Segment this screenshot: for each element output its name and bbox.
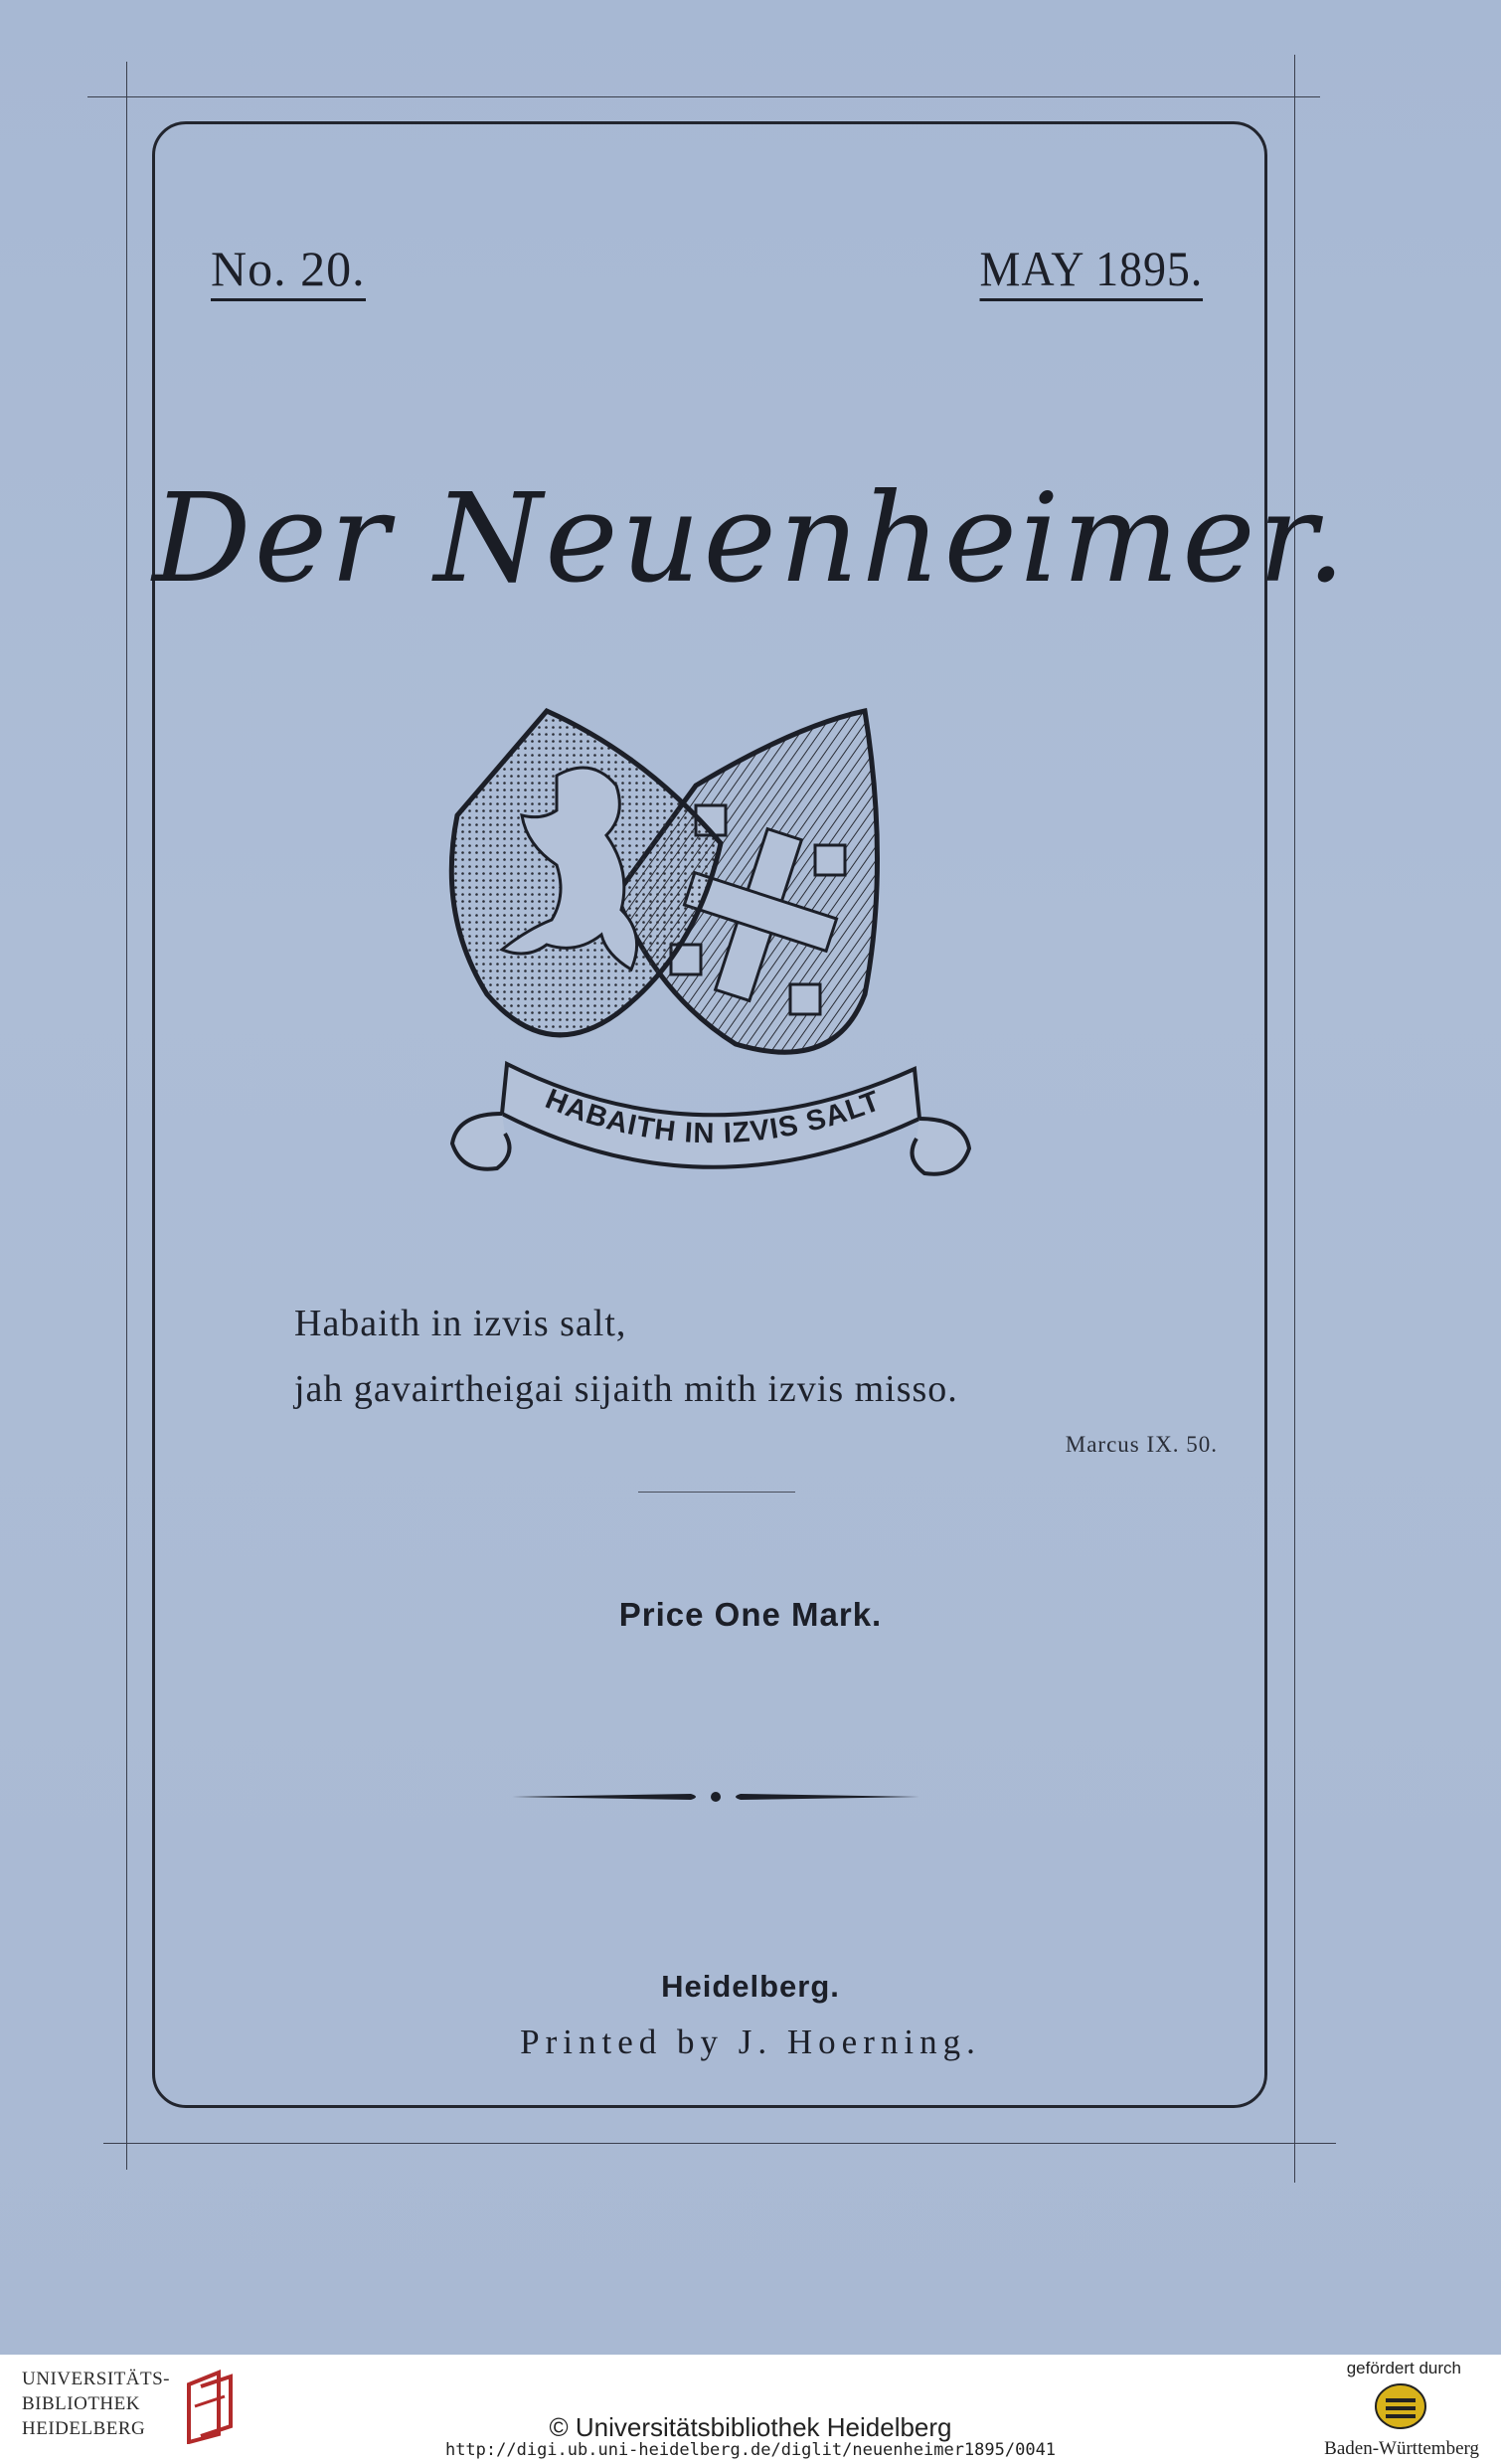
motto-banner-text: HABAITH IN IZVIS SALT [541, 1083, 886, 1150]
sponsor-label: gefördert durch [1346, 2359, 1461, 2377]
copyright-notice: © Universitätsbibliothek Heidelberg [549, 2412, 952, 2442]
publication-place: Heidelberg. [661, 1969, 840, 2004]
crop-line-bottom [103, 2143, 1336, 2144]
verse-reference: Marcus IX. 50. [1065, 1432, 1218, 1457]
coat-of-arms-icon [417, 696, 994, 1233]
permalink-url[interactable]: http://digi.ub.uni-heidelberg.de/diglit/neuenheimer1895/0041 [444, 2440, 1057, 2460]
printer-line: Printed by J. Hoerning. [520, 2023, 981, 2061]
sponsor-name: Baden-Württemberg [1324, 2438, 1479, 2459]
scripture-verse [294, 1291, 958, 1422]
crop-line-right [1294, 55, 1295, 2183]
baden-wuerttemberg-seal-icon [1372, 2380, 1429, 2432]
ornamental-divider-icon [512, 1783, 919, 1811]
viewer-footer [0, 2355, 1501, 2464]
library-name: UNIVERSITÄTS- BIBLIOTHEK HEIDELBERG [22, 2369, 170, 2439]
verse-line-2: jah gavairtheigai sijaith mith izvis misso. [294, 1368, 958, 1410]
crop-line-top [87, 96, 1320, 97]
price-label: Price One Mark. [618, 1596, 883, 1633]
crop-line-left [126, 62, 127, 2170]
divider-rule [638, 1492, 795, 1493]
publication-title: Der Neuenheimer. [152, 467, 1349, 611]
issue-number: No. 20. [211, 241, 366, 301]
verse-line-1: Habaith in izvis salt, [294, 1303, 627, 1344]
issue-date: MAY 1895. [979, 241, 1203, 301]
